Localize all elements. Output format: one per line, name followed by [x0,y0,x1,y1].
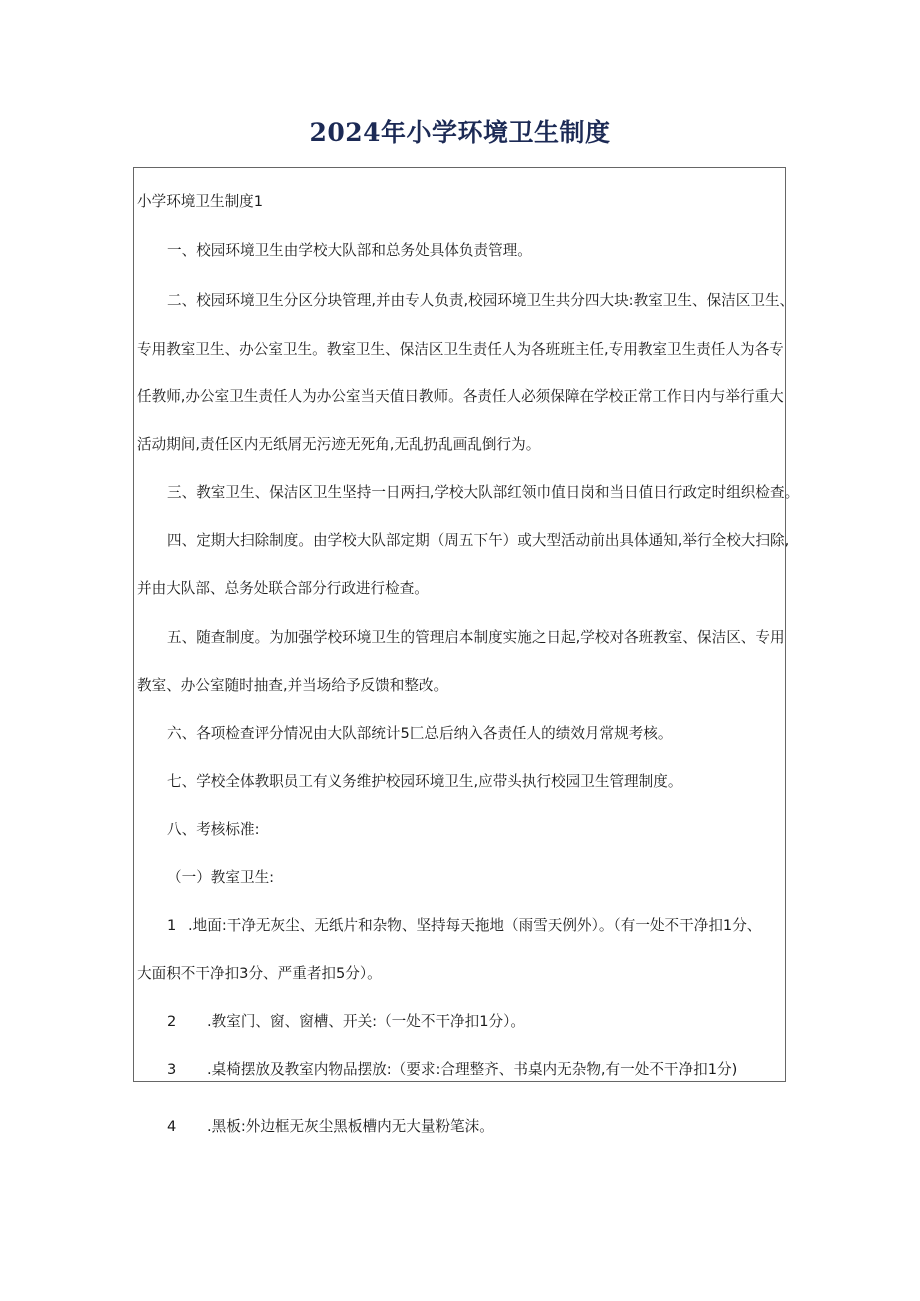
item-number: 3 [167,1061,177,1078]
item-number: 1 [167,917,177,934]
item-3-text: .桌椅摆放及教室内物品摆放:（要求:合理整齐、书桌内无杂物,有一处不干净扣1分) [207,1061,738,1078]
paragraph-3: 三、教室卫生、保洁区卫生坚持一日两扫,学校大队部红领巾值日岗和当日值日行政定时组织检查。 [167,484,800,501]
paragraph-2-line-1: 二、校园环境卫生分区分块管理,并由专人负责,校园环境卫生共分四大块:教室卫生、保洁区卫生、 [167,292,795,309]
paragraph-5-line-2: 教室、办公室随时抽查,并当场给予反馈和整改。 [137,677,449,694]
paragraph-7: 七、学校全体教职员工有义务维护校园环境卫生,应带头执行校园卫生管理制度。 [167,773,683,790]
paragraph-6: 六、各项检查评分情况由大队部统计5匚总后纳入各责任人的绩效月常规考核。 [167,725,673,742]
paragraph-2-line-2: 专用教室卫生、办公室卫生。教室卫生、保洁区卫生责任人为各班班主任,专用教室卫生责任人为各专 [137,341,784,358]
item-number: 4 [167,1118,177,1135]
paragraph-1: 一、校园环境卫生由学校大队部和总务处具体负责管理。 [167,242,532,259]
section-heading: 小学环境卫生制度1 [137,193,264,210]
paragraph-5-line-1: 五、随查制度。为加强学校环境卫生的管理启本制度实施之日起,学校对各班教室、保洁区、专用 [167,629,785,646]
item-number: 2 [167,1013,177,1030]
item-2-text: .教室门、窗、窗槽、开关:（一处不干净扣1分）。 [207,1013,526,1030]
item-4-text: .黑板:外边框无灰尘黑板槽内无大量粉笔沫。 [207,1118,494,1135]
item-1-line-2: 大面积不干净扣3分、严重者扣5分）。 [137,965,382,982]
item-1-line-1: .地面:干净无灰尘、无纸片和杂物、坚持每天拖地（雨雪天例外）。（有一处不干净扣1分、 [188,917,762,934]
paragraph-8: 八、考核标准: [167,821,260,838]
paragraph-2-line-4: 活动期间,责任区内无纸屑无污迹无死角,无乱扔乱画乱倒行为。 [137,436,541,453]
subheading-classroom: （一）教室卫生: [167,869,275,886]
paragraph-4-line-1: 四、定期大扫除制度。由学校大队部定期（周五下午）或大型活动前出具体通知,举行全校大扫除, [167,532,790,549]
paragraph-2-line-3: 任教师,办公室卫生责任人为办公室当天值日教师。各责任人必须保障在学校正常工作日内与举行重大 [137,388,784,405]
document-title: 2024年小学环境卫生制度 [309,118,611,147]
paragraph-4-line-2: 并由大队部、总务处联合部分行政进行检查。 [137,580,429,597]
